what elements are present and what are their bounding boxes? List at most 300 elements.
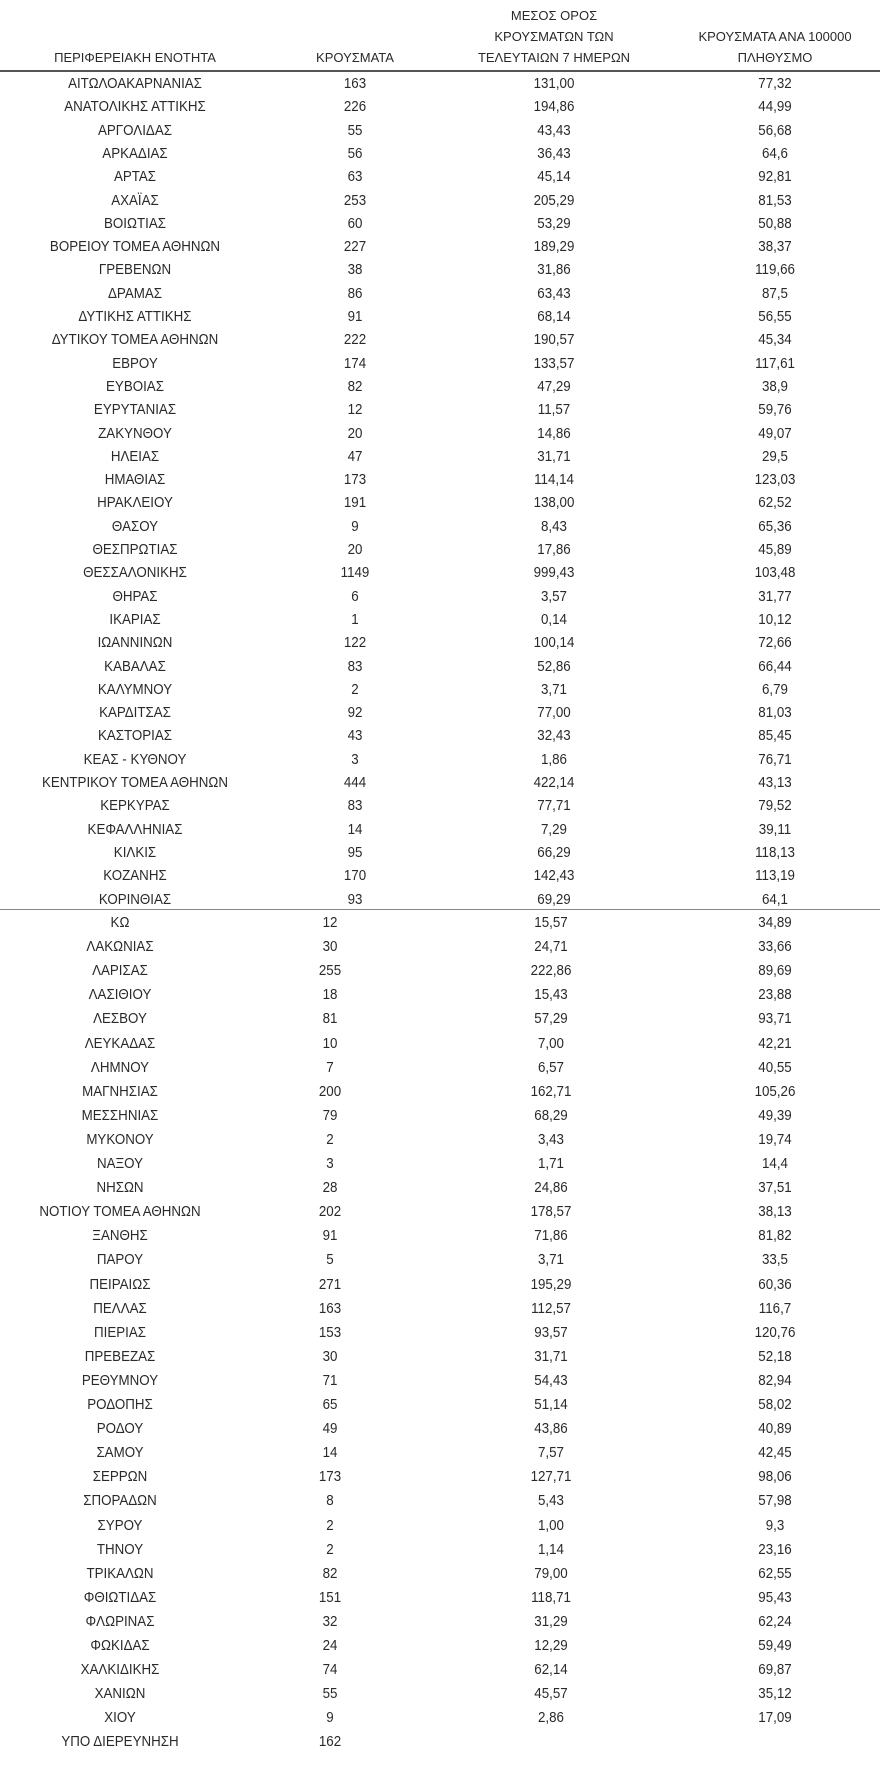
table-row: [0, 1346, 880, 1369]
cell-region-name: ΧΑΝΙΩΝ: [94, 1686, 146, 1702]
table-row: [0, 772, 880, 795]
header-avg-line3: ΤΕΛΕΥΤΑΙΩΝ 7 ΗΜΕΡΩΝ: [477, 50, 631, 65]
cell-per-100k: 57,98: [758, 1493, 792, 1509]
cell-region-name: ΞΑΝΘΗΣ: [92, 1228, 148, 1244]
table-row: [0, 1033, 880, 1056]
cell-region-name: ΒΟΙΩΤΙΑΣ: [104, 216, 166, 232]
header-cases: [295, 47, 415, 68]
cell-region-name: ΗΛΕΙΑΣ: [110, 449, 160, 465]
cell-cases: 10: [322, 1036, 338, 1052]
cell-avg-7days: 51,14: [534, 1397, 568, 1413]
table-row: [0, 1635, 880, 1658]
table-row: [0, 1201, 880, 1224]
cell-cases: 3: [351, 752, 359, 768]
cell-cases: 163: [318, 1301, 342, 1317]
cell-cases: 60: [347, 216, 363, 232]
cell-region-name: ΛΑΡΙΣΑΣ: [92, 963, 148, 979]
cell-avg-7days: 1,71: [538, 1156, 564, 1172]
cell-per-100k: 65,36: [758, 519, 792, 535]
cell-avg-7days: 114,14: [534, 472, 574, 488]
cell-per-100k: 45,34: [758, 332, 792, 348]
cell-cases: 9: [326, 1710, 334, 1726]
cell-avg-7days: 31,86: [537, 262, 571, 278]
cell-avg-7days: 3,71: [538, 1252, 564, 1268]
cell-per-100k: 29,5: [762, 449, 788, 465]
cell-region-name: ΠΕΙΡΑΙΩΣ: [89, 1277, 151, 1293]
cell-avg-7days: 31,71: [534, 1349, 568, 1365]
cell-cases: 56: [347, 146, 363, 162]
cell-region-name: ΒΟΡΕΙΟΥ ΤΟΜΕΑ ΑΘΗΝΩΝ: [49, 239, 221, 255]
table-row: [0, 1298, 880, 1321]
cell-cases: 93: [347, 892, 363, 908]
cell-region-name: ΔΥΤΙΚΗΣ ΑΤΤΙΚΗΣ: [78, 309, 192, 325]
cell-cases: 1149: [340, 565, 370, 581]
table-row: [0, 1274, 880, 1297]
table-row: [0, 1515, 880, 1538]
cell-region-name: ΚΕΝΤΡΙΚΟΥ ΤΟΜΕΑ ΑΘΗΝΩΝ: [41, 775, 229, 791]
table-row: [0, 842, 880, 865]
cell-region-name: ΕΥΡΥΤΑΝΙΑΣ: [93, 402, 177, 418]
cell-cases: 91: [322, 1228, 338, 1244]
cell-per-100k: 69,87: [758, 1662, 792, 1678]
table-row: [0, 166, 880, 189]
table-row: [0, 213, 880, 236]
cell-cases: 8: [326, 1493, 334, 1509]
cell-cases: 49: [322, 1421, 338, 1437]
table-row: [0, 423, 880, 446]
cell-cases: 65: [322, 1397, 338, 1413]
cell-region-name: ΚΟΖΑΝΗΣ: [103, 868, 167, 884]
cell-cases: 122: [343, 635, 367, 651]
cell-region-name: ΚΑΣΤΟΡΙΑΣ: [97, 728, 173, 744]
cell-per-100k: 17,09: [758, 1710, 792, 1726]
cell-region-name: ΚΩ: [110, 915, 130, 931]
cell-avg-7days: 3,71: [541, 682, 567, 698]
table-row: [0, 1683, 880, 1706]
cell-cases: 30: [322, 1349, 338, 1365]
cell-region-name: ΚΙΛΚΙΣ: [113, 845, 157, 861]
cell-cases: 32: [322, 1614, 338, 1630]
cell-region-name: ΠΑΡΟΥ: [96, 1252, 144, 1268]
cell-region-name: ΗΡΑΚΛΕΙΟΥ: [97, 495, 173, 511]
cell-region-name: ΑΡΓΟΛΙΔΑΣ: [98, 123, 172, 139]
cell-cases: 82: [347, 379, 363, 395]
cell-avg-7days: 17,86: [537, 542, 571, 558]
table-row: [0, 912, 880, 935]
cell-per-100k: 95,43: [758, 1590, 792, 1606]
table-row: [0, 1490, 880, 1513]
cell-avg-7days: 7,00: [538, 1036, 564, 1052]
cell-avg-7days: 131,00: [533, 76, 575, 92]
cell-cases: 43: [347, 728, 363, 744]
cell-avg-7days: 66,29: [537, 845, 571, 861]
header-divider: [0, 70, 880, 72]
table-row: [0, 73, 880, 96]
cell-region-name: ΥΠΟ ΔΙΕΡΕΥΝΗΣΗ: [61, 1734, 179, 1750]
cell-avg-7days: 189,29: [533, 239, 575, 255]
cell-per-100k: 59,49: [758, 1638, 792, 1654]
cell-per-100k: 14,4: [762, 1156, 788, 1172]
cell-avg-7days: 205,29: [533, 193, 575, 209]
cell-per-100k: 44,99: [758, 99, 792, 115]
cell-region-name: ΘΑΣΟΥ: [111, 519, 159, 535]
cell-per-100k: 117,61: [755, 356, 795, 372]
cell-per-100k: 34,89: [758, 915, 792, 931]
cell-avg-7days: 31,71: [537, 449, 571, 465]
cell-avg-7days: 52,86: [537, 659, 571, 675]
cell-per-100k: 62,24: [758, 1614, 792, 1630]
table-row: [0, 1611, 880, 1634]
cell-cases: 226: [343, 99, 367, 115]
cell-cases: 47: [347, 449, 363, 465]
cell-avg-7days: 178,57: [530, 1204, 572, 1220]
cell-avg-7days: 57,29: [534, 1011, 568, 1027]
header-avg-7days: [459, 5, 649, 68]
cell-avg-7days: 77,71: [537, 798, 571, 814]
cell-region-name: ΤΗΝΟΥ: [96, 1542, 144, 1558]
cell-avg-7days: 127,71: [530, 1469, 572, 1485]
table-row: [0, 586, 880, 609]
cell-per-100k: 10,12: [758, 612, 792, 628]
cell-per-100k: 42,45: [758, 1445, 792, 1461]
cell-per-100k: 50,88: [758, 216, 792, 232]
cell-avg-7days: 118,71: [531, 1590, 571, 1606]
table-row: [0, 1153, 880, 1176]
table-row: [0, 1057, 880, 1080]
cell-region-name: ΙΩΑΝΝΙΝΩΝ: [97, 635, 173, 651]
cell-per-100k: 35,12: [758, 1686, 792, 1702]
cell-per-100k: 62,52: [758, 495, 792, 511]
cell-per-100k: 87,5: [762, 286, 788, 302]
cell-avg-7days: 1,00: [538, 1518, 564, 1534]
cell-cases: 2: [326, 1518, 334, 1534]
cell-avg-7days: 999,43: [533, 565, 575, 581]
table-row: [0, 329, 880, 352]
cell-avg-7days: 14,86: [537, 426, 571, 442]
header-region-label: ΠΕΡΙΦΕΡΕΙΑΚΗ ΕΝΟΤΗΤΑ: [54, 50, 216, 65]
table-row: [0, 1370, 880, 1393]
cell-cases: 271: [318, 1277, 342, 1293]
cell-avg-7days: 54,43: [534, 1373, 568, 1389]
cell-avg-7days: 31,29: [534, 1614, 568, 1630]
cell-region-name: ΜΑΓΝΗΣΙΑΣ: [82, 1084, 158, 1100]
cell-cases: 2: [351, 682, 359, 698]
cell-region-name: ΚΕΦΑΛΛΗΝΙΑΣ: [87, 822, 183, 838]
cell-region-name: ΝΗΣΩΝ: [96, 1180, 144, 1196]
cell-per-100k: 81,82: [758, 1228, 792, 1244]
cell-region-name: ΜΥΚΟΝΟΥ: [86, 1132, 154, 1148]
table-row: [0, 1394, 880, 1417]
table-row: [0, 632, 880, 655]
cell-avg-7days: 1,14: [538, 1542, 564, 1558]
cell-avg-7days: 11,57: [537, 402, 571, 418]
cell-per-100k: 33,66: [758, 939, 792, 955]
table-row: [0, 399, 880, 422]
cell-region-name: ΣΥΡΟΥ: [97, 1518, 143, 1534]
cell-per-100k: 105,26: [754, 1084, 796, 1100]
cell-region-name: ΛΑΣΙΘΙΟΥ: [88, 987, 152, 1003]
cell-region-name: ΕΥΒΟΙΑΣ: [106, 379, 164, 395]
cell-avg-7days: 3,57: [541, 589, 567, 605]
cell-region-name: ΚΕΑΣ - ΚΥΘΝΟΥ: [83, 752, 187, 768]
cell-cases: 20: [347, 542, 363, 558]
cell-cases: 12: [347, 402, 363, 418]
cell-region-name: ΑΝΑΤΟΛΙΚΗΣ ΑΤΤΙΚΗΣ: [64, 99, 206, 115]
cell-avg-7days: 43,43: [537, 123, 571, 139]
table-row: [0, 492, 880, 515]
cell-region-name: ΣΠΟΡΑΔΩΝ: [83, 1493, 157, 1509]
table-row: [0, 936, 880, 959]
cell-region-name: ΦΛΩΡΙΝΑΣ: [85, 1614, 155, 1630]
cell-region-name: ΧΑΛΚΙΔΙΚΗΣ: [80, 1662, 160, 1678]
table-row: [0, 819, 880, 842]
table-row: [0, 656, 880, 679]
table-row: [0, 1418, 880, 1441]
table-row: [0, 1731, 880, 1754]
cell-per-100k: 40,89: [758, 1421, 792, 1437]
table-row: [0, 1539, 880, 1562]
header-avg-line1: ΜΕΣΟΣ ΟΡΟΣ: [510, 8, 598, 23]
cell-per-100k: 92,81: [758, 169, 792, 185]
cell-avg-7days: 8,43: [541, 519, 567, 535]
cell-cases: 162: [318, 1734, 342, 1750]
cell-cases: 55: [322, 1686, 338, 1702]
cell-cases: 163: [343, 76, 367, 92]
cell-cases: 2: [326, 1132, 334, 1148]
cell-cases: 5: [326, 1252, 334, 1268]
cell-region-name: ΚΑΛΥΜΝΟΥ: [97, 682, 173, 698]
cell-region-name: ΕΒΡΟΥ: [112, 356, 158, 372]
cell-cases: 174: [343, 356, 367, 372]
table-row: [0, 469, 880, 492]
cell-avg-7days: 45,57: [534, 1686, 568, 1702]
cell-region-name: ΗΜΑΘΙΑΣ: [104, 472, 166, 488]
table-row: [0, 259, 880, 282]
cell-cases: 7: [326, 1060, 334, 1076]
cell-region-name: ΔΥΤΙΚΟΥ ΤΟΜΕΑ ΑΘΗΝΩΝ: [51, 332, 219, 348]
cell-region-name: ΠΡΕΒΕΖΑΣ: [84, 1349, 156, 1365]
cell-avg-7days: 2,86: [538, 1710, 564, 1726]
cell-region-name: ΠΕΛΛΑΣ: [93, 1301, 147, 1317]
cell-region-name: ΑΧΑΪΑΣ: [111, 193, 159, 209]
cell-avg-7days: 68,29: [534, 1108, 568, 1124]
cell-cases: 14: [347, 822, 363, 838]
cell-region-name: ΝΟΤΙΟΥ ΤΟΜΕΑ ΑΘΗΝΩΝ: [39, 1204, 201, 1220]
cell-avg-7days: 422,14: [533, 775, 575, 791]
cell-per-100k: 19,74: [758, 1132, 792, 1148]
cell-avg-7days: 138,00: [533, 495, 575, 511]
cell-per-100k: 72,66: [758, 635, 792, 651]
cell-per-100k: 64,6: [762, 146, 788, 162]
cell-cases: 83: [347, 798, 363, 814]
cell-avg-7days: 71,86: [534, 1228, 568, 1244]
cell-avg-7days: 112,57: [531, 1301, 571, 1317]
cell-cases: 6: [351, 589, 359, 605]
cell-cases: 55: [347, 123, 363, 139]
cell-avg-7days: 0,14: [541, 612, 567, 628]
cell-cases: 3: [326, 1156, 334, 1172]
cell-avg-7days: 77,00: [537, 705, 571, 721]
cell-cases: 153: [318, 1325, 342, 1341]
cell-region-name: ΦΘΙΩΤΙΔΑΣ: [83, 1590, 157, 1606]
cell-per-100k: 9,3: [765, 1518, 785, 1534]
cell-region-name: ΝΑΞΟΥ: [96, 1156, 144, 1172]
cell-per-100k: 82,94: [758, 1373, 792, 1389]
header-cases-label: ΚΡΟΥΣΜΑΤΑ: [316, 50, 394, 65]
header-per100k-line2: ΠΛΗΘΥΣΜΟ: [737, 50, 813, 65]
table-row: [0, 702, 880, 725]
cell-avg-7days: 24,71: [534, 939, 568, 955]
cell-region-name: ΧΙΟΥ: [104, 1710, 136, 1726]
cell-avg-7days: 100,14: [533, 635, 575, 651]
cell-per-100k: 38,9: [762, 379, 788, 395]
cell-region-name: ΛΕΣΒΟΥ: [93, 1011, 147, 1027]
cell-region-name: ΑΡΤΑΣ: [113, 169, 157, 185]
cell-per-100k: 81,03: [758, 705, 792, 721]
table-row: [0, 1129, 880, 1152]
cell-cases: 91: [347, 309, 363, 325]
table-row: [0, 1587, 880, 1610]
table-row: [0, 306, 880, 329]
cell-per-100k: 49,07: [758, 426, 792, 442]
cell-cases: 444: [343, 775, 367, 791]
cell-cases: 191: [343, 495, 367, 511]
table-row: [0, 725, 880, 748]
cell-per-100k: 60,36: [758, 1277, 792, 1293]
table-row: [0, 609, 880, 632]
cell-cases: 12: [322, 915, 338, 931]
cell-per-100k: 43,13: [758, 775, 792, 791]
cell-region-name: ΓΡΕΒΕΝΩΝ: [98, 262, 172, 278]
cell-avg-7days: 63,43: [537, 286, 571, 302]
cell-region-name: ΦΩΚΙΔΑΣ: [90, 1638, 150, 1654]
cell-cases: 63: [347, 169, 363, 185]
cell-cases: 9: [351, 519, 359, 535]
cell-per-100k: 38,13: [758, 1204, 792, 1220]
cell-cases: 20: [347, 426, 363, 442]
cell-avg-7days: 24,86: [534, 1180, 568, 1196]
table-row: [0, 283, 880, 306]
cell-region-name: ΡΟΔΟΠΗΣ: [87, 1397, 153, 1413]
cell-per-100k: 56,55: [758, 309, 792, 325]
cell-cases: 170: [343, 868, 367, 884]
cell-cases: 173: [318, 1469, 342, 1485]
cell-avg-7days: 5,43: [538, 1493, 564, 1509]
cell-per-100k: 23,88: [758, 987, 792, 1003]
cell-per-100k: 58,02: [758, 1397, 792, 1413]
table-row: [0, 679, 880, 702]
table-row: [0, 749, 880, 772]
cell-per-100k: 59,76: [758, 402, 792, 418]
table-row: [0, 1105, 880, 1128]
table-row: [0, 353, 880, 376]
cell-per-100k: 98,06: [758, 1469, 792, 1485]
cell-region-name: ΤΡΙΚΑΛΩΝ: [86, 1566, 154, 1582]
cell-avg-7days: 69,29: [537, 892, 571, 908]
table-row: [0, 1249, 880, 1272]
table-row: [0, 1081, 880, 1104]
cell-region-name: ΙΚΑΡΙΑΣ: [109, 612, 161, 628]
cell-avg-7days: 15,57: [534, 915, 568, 931]
cell-avg-7days: 12,29: [534, 1638, 568, 1654]
cell-region-name: ΛΕΥΚΑΔΑΣ: [84, 1036, 156, 1052]
cell-avg-7days: 195,29: [530, 1277, 572, 1293]
cell-cases: 83: [347, 659, 363, 675]
cell-region-name: ΑΡΚΑΔΙΑΣ: [102, 146, 168, 162]
cell-per-100k: 52,18: [758, 1349, 792, 1365]
cell-cases: 173: [343, 472, 367, 488]
cell-cases: 255: [318, 963, 342, 979]
cell-avg-7days: 45,14: [537, 169, 571, 185]
cell-avg-7days: 162,71: [530, 1084, 572, 1100]
cell-cases: 82: [322, 1566, 338, 1582]
cell-avg-7days: 93,57: [534, 1325, 568, 1341]
cell-per-100k: 37,51: [758, 1180, 792, 1196]
cell-cases: 30: [322, 939, 338, 955]
cell-region-name: ΚΑΒΑΛΑΣ: [104, 659, 166, 675]
cell-region-name: ΛΑΚΩΝΙΑΣ: [86, 939, 154, 955]
cell-per-100k: 79,52: [758, 798, 792, 814]
cell-per-100k: 64,1: [762, 892, 788, 908]
cell-cases: 14: [322, 1445, 338, 1461]
cell-avg-7days: 142,43: [533, 868, 575, 884]
table-row: [0, 96, 880, 119]
cell-region-name: ΔΡΑΜΑΣ: [108, 286, 162, 302]
cell-avg-7days: 43,86: [534, 1421, 568, 1437]
cell-avg-7days: 62,14: [534, 1662, 568, 1678]
table-row: [0, 865, 880, 888]
cell-region-name: ΖΑΚΥΝΘΟΥ: [98, 426, 172, 442]
table-row: [0, 376, 880, 399]
cell-per-100k: 42,21: [758, 1036, 792, 1052]
table-row: [0, 190, 880, 213]
cell-avg-7days: 7,57: [538, 1445, 564, 1461]
table-row: [0, 1563, 880, 1586]
cell-cases: 2: [326, 1542, 334, 1558]
cell-per-100k: 81,53: [758, 193, 792, 209]
cell-cases: 1: [351, 612, 359, 628]
cell-cases: 74: [322, 1662, 338, 1678]
cell-region-name: ΘΕΣΣΑΛΟΝΙΚΗΣ: [83, 565, 187, 581]
cell-per-100k: 38,37: [758, 239, 792, 255]
cell-per-100k: 6,79: [762, 682, 788, 698]
cell-per-100k: 93,71: [758, 1011, 792, 1027]
table-row: [0, 143, 880, 166]
cell-per-100k: 123,03: [754, 472, 796, 488]
cell-avg-7days: 68,14: [537, 309, 571, 325]
cell-per-100k: 39,11: [758, 822, 792, 838]
table-row: [0, 1008, 880, 1031]
cell-region-name: ΚΟΡΙΝΘΙΑΣ: [98, 892, 172, 908]
header-per100k-line1: ΚΡΟΥΣΜΑΤΑ ΑΝΑ 100000: [698, 29, 852, 44]
cell-region-name: ΡΕΘΥΜΝΟΥ: [81, 1373, 159, 1389]
cell-per-100k: 118,13: [755, 845, 795, 861]
cell-cases: 24: [322, 1638, 338, 1654]
table-row: [0, 795, 880, 818]
table-row: [0, 984, 880, 1007]
cell-cases: 71: [322, 1373, 338, 1389]
cell-region-name: ΘΕΣΠΡΩΤΙΑΣ: [92, 542, 178, 558]
table-row: [0, 1659, 880, 1682]
table-row: [0, 1442, 880, 1465]
cell-region-name: ΠΙΕΡΙΑΣ: [93, 1325, 146, 1341]
table-row: [0, 1177, 880, 1200]
table-row: [0, 960, 880, 983]
cell-cases: 227: [343, 239, 367, 255]
cell-per-100k: 23,16: [758, 1542, 792, 1558]
cell-avg-7days: 36,43: [537, 146, 571, 162]
cell-avg-7days: 7,29: [541, 822, 567, 838]
